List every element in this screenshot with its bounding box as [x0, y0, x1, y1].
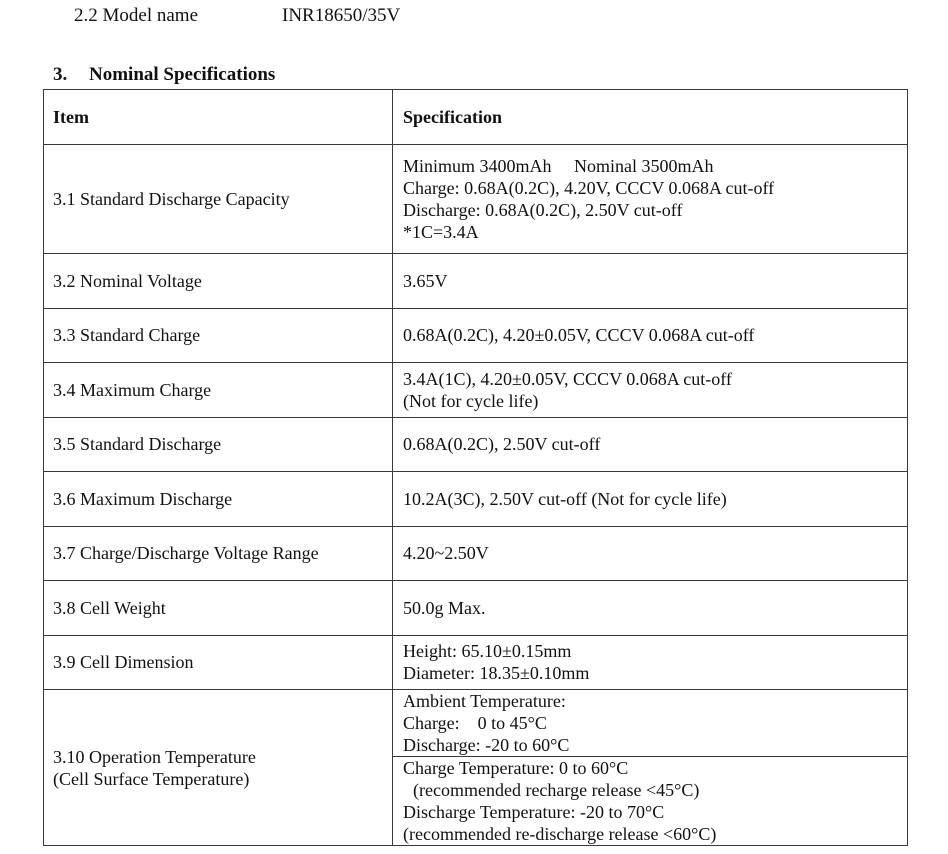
item-cell: 3.3 Standard Charge — [44, 308, 393, 363]
spec-cell — [393, 145, 908, 254]
table-row — [44, 472, 908, 527]
spec-line: Ambient Temperature: — [403, 691, 566, 711]
section-heading — [53, 64, 275, 86]
item-cell: 3.2 Nominal Voltage — [44, 254, 393, 309]
spec-cell-surface — [393, 757, 908, 846]
item-cell: 3.8 Cell Weight — [44, 581, 393, 636]
spec-line: *1C=3.4A — [403, 222, 479, 242]
spec-cell — [393, 472, 908, 527]
table-row — [44, 526, 908, 581]
spec-line: 10.2A(3C), 2.50V cut-off (Not for cycle life) — [403, 488, 727, 509]
item-cell-operation-temperature — [44, 690, 393, 846]
spec-line: Charge: 0 to 45°C — [403, 713, 547, 733]
spec-cell-ambient — [393, 690, 908, 757]
spec-line: (recommended re-discharge release <60°C) — [403, 824, 717, 844]
spec-line: Diameter: 18.35±0.10mm — [403, 663, 590, 684]
item-cell: 3.1 Standard Discharge Capacity — [44, 145, 393, 254]
spec-line: Discharge Temperature: -20 to 70°C — [403, 802, 665, 822]
spec-line: 3.65V — [403, 270, 448, 291]
spec-line: 50.0g Max. — [403, 597, 486, 618]
item-cell: 3.6 Maximum Discharge — [44, 472, 393, 527]
item-line: 3.10 Operation Temperature — [53, 746, 256, 767]
spec-line: 3.4A(1C), 4.20±0.05V, CCCV 0.068A cut-off — [403, 368, 732, 389]
spec-line: 0.68A(0.2C), 4.20±0.05V, CCCV 0.068A cut-off — [403, 325, 755, 346]
spec-line: 0.68A(0.2C), 2.50V cut-off — [403, 434, 601, 455]
spec-cell — [393, 363, 908, 418]
model-name-value: INR18650/35V — [282, 5, 401, 26]
table-row-operation-ambient — [44, 690, 908, 757]
nominal-specifications-table — [43, 89, 908, 846]
table-row — [44, 363, 908, 418]
spec-cell — [393, 254, 908, 309]
model-name-label: 2.2 Model name — [74, 5, 199, 26]
spec-line: (recommended recharge release <45°C) — [413, 780, 700, 800]
spec-line: Discharge: -20 to 60°C — [403, 735, 570, 755]
table-header-row — [44, 90, 908, 145]
table-row — [44, 581, 908, 636]
item-cell: 3.4 Maximum Charge — [44, 363, 393, 418]
item-cell: 3.9 Cell Dimension — [44, 635, 393, 690]
item-cell: 3.5 Standard Discharge — [44, 417, 393, 472]
spec-line: Charge: 0.68A(0.2C), 4.20V, CCCV 0.068A cut-off — [403, 178, 775, 198]
spec-cell — [393, 581, 908, 636]
spec-cell — [393, 635, 908, 690]
spec-line: Minimum 3400mAh Nominal 3500mAh — [403, 156, 714, 176]
table-row — [44, 308, 908, 363]
spec-line: 4.20~2.50V — [403, 543, 489, 564]
spec-cell — [393, 526, 908, 581]
header-specification: Specification — [393, 90, 908, 145]
section-title: Nominal Specifications — [89, 64, 276, 85]
header-item: Item — [44, 90, 393, 145]
spec-line: Discharge: 0.68A(0.2C), 2.50V cut-off — [403, 200, 683, 220]
table-row — [44, 635, 908, 690]
spec-line: (Not for cycle life) — [403, 390, 539, 411]
item-cell: 3.7 Charge/Discharge Voltage Range — [44, 526, 393, 581]
table-row — [44, 145, 908, 254]
table-row — [44, 417, 908, 472]
table-row — [44, 254, 908, 309]
spec-line: Height: 65.10±0.15mm — [403, 641, 572, 662]
spec-line: Charge Temperature: 0 to 60°C — [403, 758, 629, 778]
section-number: 3. — [53, 64, 68, 85]
item-line: (Cell Surface Temperature) — [53, 768, 250, 789]
spec-cell — [393, 417, 908, 472]
spec-cell — [393, 308, 908, 363]
